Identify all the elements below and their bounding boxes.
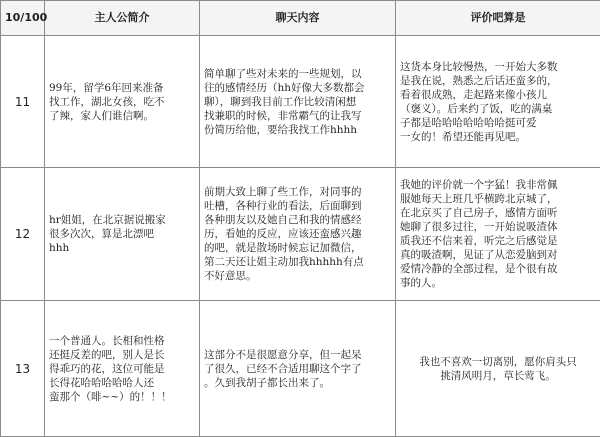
column-header-comment: 评价吧算是	[396, 1, 600, 36]
intro-cell: hr姐姐，在北京据说搬家 很多次次，算是北漂吧 hhh	[45, 168, 200, 301]
page-counter: 10/100	[1, 1, 45, 36]
row-number: 12	[1, 168, 45, 301]
chat-cell: 简单聊了些对未来的一些规划，以 往的感情经历（hh好像大多数都会 聊），聊到我目前工作比较清闲想 找兼职的时候，非常霸气的让我写 份简历给他，要给我找工作hhhh	[200, 36, 396, 168]
table-row	[1, 301, 600, 437]
table-row	[1, 36, 600, 168]
chat-cell: 这部分不是很愿意分享，但一起呆 了很久，已经不合适用聊这个字了 。久到我胡子都长出来了。	[200, 301, 396, 437]
comment-cell: 这货本身比较慢热，一开始大多数 是我在说，熟悉之后话还蛮多的， 看着很成熟，走起路来像小孩儿 （褒义）。后来约了饭，吃的满桌 子都是哈哈哈哈哈哈哈挺可爱 一女的！希望还能再见吧。	[396, 36, 600, 168]
column-header-chat: 聊天内容	[200, 1, 396, 36]
table-header-row	[1, 1, 600, 36]
column-header-intro: 主人公简介	[45, 1, 200, 36]
comment-cell: 我她的评价就一个字猛！我非常佩 服她每天上班几乎横跨北京城了， 在北京买了自己房子，感情方面听 她聊了很多过往，一开始说吸渣体 质我还不信来着，听完之后感觉是 真的吸渣啊，见证了从恋爱脑到对 爱情冷静的全部过程，是个很有故 事的人。	[396, 168, 600, 301]
chat-cell: 前期大致上聊了些工作，对同事的 吐槽，各种行业的看法，后面聊到 各种朋友以及她自己和我的情感经 历，看她的反应，应该还蛮感兴趣 的吧，就是散场时候忘记加微信， 第二天还让姐主动加我hhhhh有点 不好意思。	[200, 168, 396, 301]
comment-cell: 我也不喜欢一切离别，愿你肩头只 挑清风明月，草长莺飞。	[396, 301, 600, 437]
row-number: 13	[1, 301, 45, 437]
intro-cell: 一个普通人。长相和性格 还挺反差的吧，别人是长 得乖巧的花，这位可能是 长得花哈哈哈哈哈人还 蛮那个（啡~~）的！！！	[45, 301, 200, 437]
row-number: 11	[1, 36, 45, 168]
intro-cell: 99年，留学6年回来准备 找工作，湖北女孩，吃不 了辣，家人们谁信啊。	[45, 36, 200, 168]
table-row	[1, 168, 600, 301]
